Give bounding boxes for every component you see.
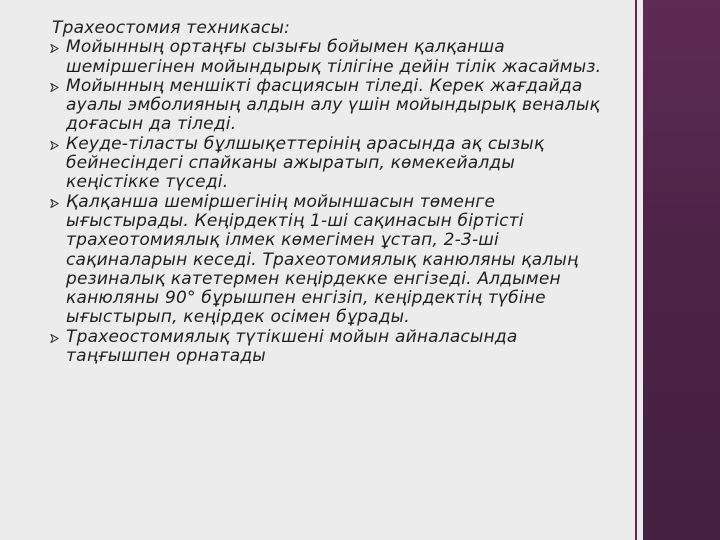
bullet-item xyxy=(52,38,607,77)
bullet-text: Мойынның меншікті фасциясын тіледі. Керек жағдайда ауалы эмболияның алдын алу үшін мойындырық веналық доғасын да тіледі. xyxy=(66,75,600,135)
arrowhead-bullet-icon xyxy=(50,44,59,53)
arrowhead-bullet-icon xyxy=(50,334,59,343)
bullet-text: Кеуде-тіласты бұлшықеттерінің арасында ақ сызық бейнесіндегі спайканы ажыратып, көмекейалды кеңістікке түседі. xyxy=(66,133,545,193)
bullet-text: Мойынның ортаңғы сызығы бойымен қалқанша шеміршегінен мойындырық тілігіне дейін тілік жасаймыз. xyxy=(66,37,602,77)
bullet-text: Трахеостомиялық түтікшені мойын айналасында таңғышпен орнатады xyxy=(66,326,518,367)
slide-heading: Трахеостомия техникасы: xyxy=(52,18,291,38)
bullet-list xyxy=(52,38,607,366)
slide-content xyxy=(52,19,607,366)
arrowhead-bullet-icon xyxy=(50,83,59,92)
bullet-item xyxy=(52,77,607,135)
side-decor-panel xyxy=(643,0,720,540)
bullet-text: Қалқанша шеміршегінің мойыншасын төменге ығыстырады. Кеңірдектің 1-ші сақинасын біртісті трахеотомиялық ілмек көмегімен ұстап, 2-3-ші сақиналарын кеседі. Трахеотомиялық канюляны қалың резиналық катетермен кеңірдекке енгізеді. Алдымен канюляны 90° бұрышпен енгізіп, кеңірдектің түбіне ығыстырып, кеңірдек осімен бұрады. xyxy=(66,191,579,328)
side-divider xyxy=(635,0,637,540)
bullet-item xyxy=(52,135,607,193)
arrowhead-bullet-icon xyxy=(50,199,59,208)
bullet-item xyxy=(52,328,607,367)
arrowhead-bullet-icon xyxy=(50,141,59,150)
bullet-item xyxy=(52,193,607,328)
